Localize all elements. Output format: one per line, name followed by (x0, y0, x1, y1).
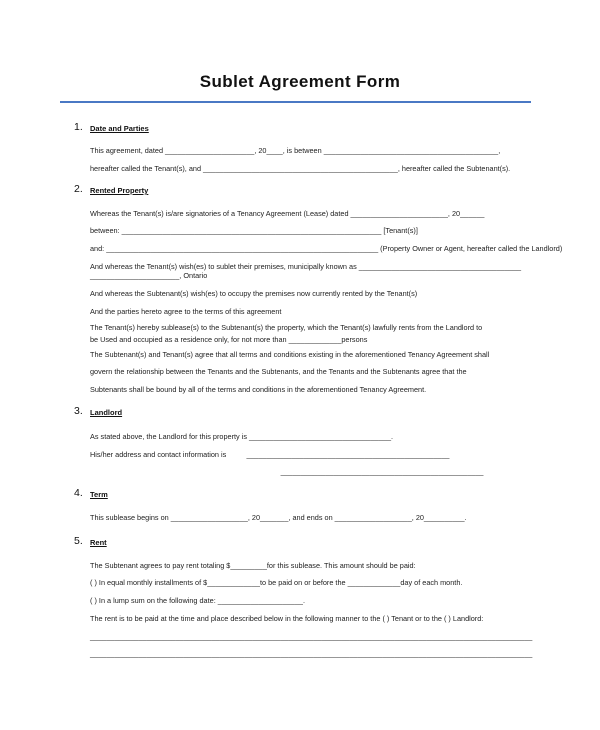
section-line: _____________________________________________________________________________________________________________ (90, 632, 533, 641)
section-line: hereafter called the Tenant(s), and ________________________________________________, hereafter called the Subtenant(s). (90, 164, 511, 173)
section-line: Whereas the Tenant(s) is/are signatories of a Tenancy Agreement (Lease) dated ________________________, 20______ (90, 209, 485, 218)
section-heading-rented-property: Rented Property (90, 186, 149, 195)
section-line: ( ) In equal monthly installments of $_____________to be paid on or before the _____________day of each month. (90, 578, 463, 587)
section-heading-rent: Rent (90, 538, 107, 547)
section-line: Subtenants shall be bound by all of the terms and conditions in the aforementioned Tenancy Agreement. (90, 385, 427, 394)
section-line: And the parties hereto agree to the terms of this agreement (90, 307, 282, 316)
section-number: 2. (74, 183, 83, 195)
section-line: This sublease begins on ___________________, 20_______, and ends on ___________________, 20__________. (90, 513, 467, 522)
title-divider (60, 101, 531, 103)
section-line: _____________________________________________________________________________________________________________ (90, 649, 533, 658)
section-heading-date-and-parties: Date and Parties (90, 124, 149, 133)
section-line: And whereas the Subtenant(s) wish(es) to occupy the premises now currently rented by the Tenant(s) (90, 289, 418, 298)
section-line: The Subtenant(s) and Tenant(s) agree that all terms and conditions existing in the aforementioned Tenancy Agreement shall (90, 350, 490, 359)
section-line: The Subtenant agrees to pay rent totaling $_________for this sublease. This amount should be paid: (90, 561, 416, 570)
section-line: __________________________________________________ (90, 467, 484, 476)
section-line: be Used and occupied as a residence only, for not more than _____________persons (90, 335, 368, 344)
section-line: govern the relationship between the Tenants and the Subtenants, and the Tenants and the Subtenants agree that the (90, 367, 467, 376)
section-heading-term: Term (90, 490, 108, 499)
section-number: 1. (74, 121, 83, 133)
section-number: 5. (74, 535, 83, 547)
section-line: As stated above, the Landlord for this property is ___________________________________. (90, 432, 394, 441)
section-line: The rent is to be paid at the time and place described below in the following manner to the ( ) Tenant or to the ( ) Landlord: (90, 614, 484, 623)
section-line: The Tenant(s) hereby sublease(s) to the Subtenant(s) the property, which the Tenant(s) lawfully rents from the Landlord to (90, 323, 483, 332)
section-line: between: ________________________________________________________________ [Tenant(s)] (90, 226, 418, 235)
section-line: His/her address and contact information is __________________________________________________ (90, 450, 450, 459)
form-title: Sublet Agreement Form (199, 72, 401, 91)
section-line: And whereas the Tenant(s) wish(es) to sublet their premises, municipally known as ________________________________________ (90, 262, 522, 271)
section-number: 3. (74, 405, 83, 417)
section-heading-landlord: Landlord (90, 408, 123, 417)
section-line: This agreement, dated ______________________, 20____, is between ___________________________________________, (90, 146, 501, 155)
section-line: and: ___________________________________________________________________ (Property Owner or Agent, hereafter called the Landlord) (90, 244, 563, 253)
section-number: 4. (74, 487, 83, 499)
section-line: ______________________, Ontario (90, 271, 208, 280)
section-line: ( ) In a lump sum on the following date: _____________________. (90, 596, 306, 605)
